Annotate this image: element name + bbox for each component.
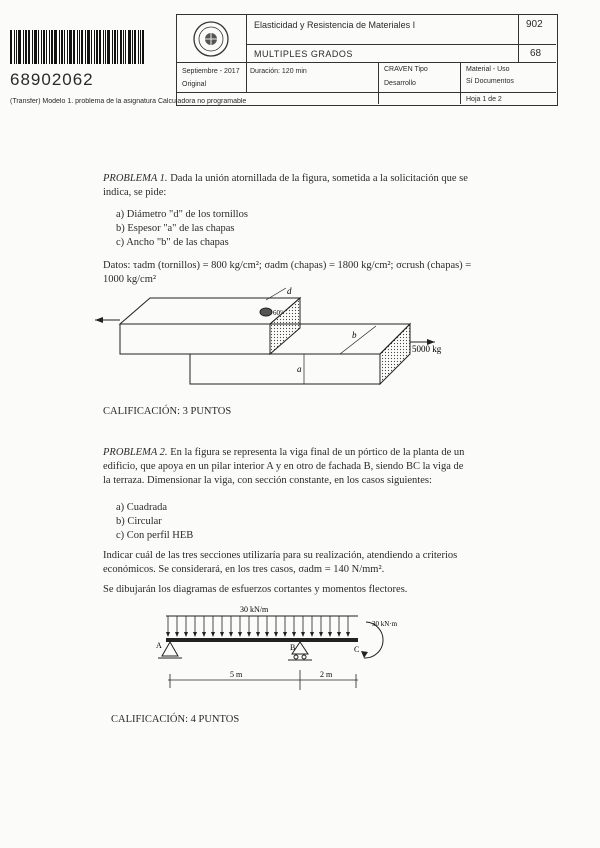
- barcode-bar: [61, 30, 63, 64]
- load-arrow-head: [184, 632, 188, 637]
- header-duration: Duración: 120 min: [250, 68, 307, 75]
- barcode-bar: [64, 30, 65, 64]
- fig2-label-load: 30 kN/m: [240, 605, 269, 614]
- load-arrow-head: [292, 632, 296, 637]
- problem1-title: PROBLEMA 1.: [103, 173, 168, 184]
- fig2-label-b: B: [290, 643, 296, 652]
- barcode-bar: [107, 30, 110, 64]
- load-arrow-head: [202, 632, 206, 637]
- load-arrow-head: [319, 632, 323, 637]
- fig2-label-moment: 30 kN·m: [372, 620, 398, 628]
- problem1-items: [116, 208, 248, 250]
- barcode-bar: [112, 30, 113, 64]
- problem1-grade: CALIFICACIÓN: 3 PUNTOS: [103, 406, 232, 417]
- problem1-item-c: c) Ancho "b" de las chapas: [116, 237, 229, 248]
- load-arrow-head: [337, 632, 341, 637]
- barcode-bar: [81, 30, 83, 64]
- load-arrow-head: [328, 632, 332, 637]
- barcode-bar: [138, 30, 139, 64]
- barcode-bar: [96, 30, 98, 64]
- problem2-intro-line3: la terraza. Dimensionar la viga, con sección constante, en los casos siguientes:: [103, 475, 432, 486]
- barcode-bar: [51, 30, 53, 64]
- header-degree: MULTIPLES GRADOS: [254, 49, 353, 59]
- barcode-bar: [140, 30, 141, 64]
- header-exam-mode: Desarrollo: [384, 80, 416, 87]
- barcode-bar: [25, 30, 27, 64]
- barcode-bar: [32, 30, 33, 64]
- problem2-intro-line1: En la figura se representa la viga final de un pórtico de la planta de un: [170, 447, 465, 458]
- barcode-bar: [18, 30, 21, 64]
- load-arrow-head: [256, 632, 260, 637]
- problem2-figure: [140, 600, 400, 700]
- barcode-bar: [123, 30, 124, 64]
- problem2-para-line2: económicos. Se considerará, en los tres casos, σadm = 140 N/mm².: [103, 564, 385, 575]
- barcode-bar: [79, 30, 80, 64]
- beam: [166, 638, 358, 642]
- barcode-bar: [128, 30, 131, 64]
- barcode-bar: [67, 30, 68, 64]
- problem2-intro: [103, 446, 473, 488]
- barcode-bar: [87, 30, 90, 64]
- barcode-bar: [94, 30, 95, 64]
- fig1-label-load: 5000 kg: [412, 344, 442, 354]
- barcode-bar: [14, 30, 15, 64]
- barcode-bar: [120, 30, 122, 64]
- barcode: [10, 30, 170, 64]
- problem1-intro: [103, 172, 473, 200]
- problem1-item-b: b) Espesor "a" de las chapas: [116, 223, 235, 234]
- problem2-intro-line2: edificio, que apoya en un pilar interior A y en otro de fachada B, siendo BC la viga de: [103, 461, 464, 472]
- fig2-label-span2: 2 m: [320, 670, 333, 679]
- fig1-label-a: a: [297, 364, 302, 374]
- barcode-bar: [23, 30, 24, 64]
- fig1-label-d: d: [287, 286, 292, 296]
- barcode-bar: [43, 30, 45, 64]
- load-arrow-head: [301, 632, 305, 637]
- barcode-bar: [38, 30, 39, 64]
- load-arrow-head: [238, 632, 242, 637]
- problem2-item-a: a) Cuadrada: [116, 502, 168, 513]
- problem2-para-line1: Indicar cuál de las tres secciones utilizaría para su realización, atendiendo a criterios: [103, 550, 458, 561]
- barcode-bar: [16, 30, 17, 64]
- header-material: Material - Uso: [466, 66, 510, 73]
- barcode-bar: [114, 30, 116, 64]
- distributed-load-arrows: [166, 616, 350, 637]
- problem2-items: [116, 501, 193, 543]
- problem2-item-c: c) Con perfil HEB: [116, 530, 194, 541]
- bolt-head-icon: [260, 308, 272, 316]
- load-arrow-head: [247, 632, 251, 637]
- barcode-bar: [125, 30, 126, 64]
- barcode-bar: [28, 30, 30, 64]
- header-degree-code: 68: [530, 48, 542, 59]
- problem2-item-b: b) Circular: [116, 516, 162, 527]
- load-arrow-head: [229, 632, 233, 637]
- header-material2: Sí Documentos: [466, 78, 514, 85]
- problem1-data-line2: 1000 kg/cm²: [103, 274, 157, 285]
- barcode-number: 68902062: [10, 70, 94, 89]
- header-subject: Elasticidad y Resistencia de Materiales I: [254, 20, 416, 30]
- barcode-bar: [73, 30, 75, 64]
- load-arrow-head: [310, 632, 314, 637]
- problem1-intro-text: Dada la unión atornillada de la figura, sometida a la solicitación que se indica, se pide:: [103, 173, 468, 198]
- barcode-bar: [142, 30, 144, 64]
- header-note: (Transfer) Modelo 1. problema de la asignatura Calculadora no programable: [10, 98, 247, 105]
- university-seal-icon: [192, 20, 230, 58]
- header-exam-date: Septiembre - 2017: [182, 68, 240, 75]
- barcode-bar: [117, 30, 118, 64]
- barcode-bar: [134, 30, 136, 64]
- load-arrow-head: [274, 632, 278, 637]
- load-arrow-head: [283, 632, 287, 637]
- problem2-para: [103, 549, 457, 577]
- barcode-bars: [10, 30, 170, 64]
- problem2-grade: CALIFICACIÓN: 4 PUNTOS: [111, 714, 240, 725]
- barcode-bar: [85, 30, 86, 64]
- barcode-bar: [99, 30, 101, 64]
- header-page: Hoja 1 de 2: [466, 96, 502, 103]
- load-arrow-head: [220, 632, 224, 637]
- load-arrow-head: [211, 632, 215, 637]
- barcode-bar: [54, 30, 57, 64]
- load-arrow-head: [193, 632, 197, 637]
- support-a-icon: [162, 642, 178, 656]
- header-pages-word: Original: [182, 81, 207, 88]
- header-code: 902: [526, 19, 543, 30]
- problem1-figure: [90, 282, 460, 392]
- load-arrow-head: [166, 632, 170, 637]
- barcode-bar: [41, 30, 42, 64]
- barcode-bar: [77, 30, 78, 64]
- barcode-bar: [69, 30, 72, 64]
- barcode-bar: [132, 30, 133, 64]
- fig1-label-b: b: [352, 330, 357, 340]
- barcode-bar: [91, 30, 92, 64]
- problem2-title: PROBLEMA 2.: [103, 447, 168, 458]
- problem1-data-line1: Datos: τadm (tornillos) = 800 kg/cm²; σadm (chapas) = 1800 kg/cm²; σcrush (chapas) =: [103, 260, 472, 271]
- load-arrow-head: [265, 632, 269, 637]
- barcode-bar: [49, 30, 50, 64]
- barcode-bar: [46, 30, 47, 64]
- load-arrow-head: [346, 632, 350, 637]
- problem2-diagram-line: Se dibujarán los diagramas de esfuerzos cortantes y momentos flectores.: [103, 584, 408, 595]
- barcode-bar: [34, 30, 37, 64]
- barcode-bar: [103, 30, 104, 64]
- barcode-bar: [105, 30, 106, 64]
- header-exam-type: CRAVEN Tipo: [384, 66, 428, 73]
- fig2-label-span1: 5 m: [230, 670, 243, 679]
- problem1-item-a: a) Diámetro "d" de los tornillos: [116, 209, 248, 220]
- barcode-bar: [10, 30, 12, 64]
- fig2-label-c: C: [354, 645, 360, 654]
- fig2-label-a: A: [156, 641, 162, 650]
- barcode-bar: [59, 30, 60, 64]
- fig1-label-angle: 60°: [273, 309, 283, 317]
- load-arrow-head: [175, 632, 179, 637]
